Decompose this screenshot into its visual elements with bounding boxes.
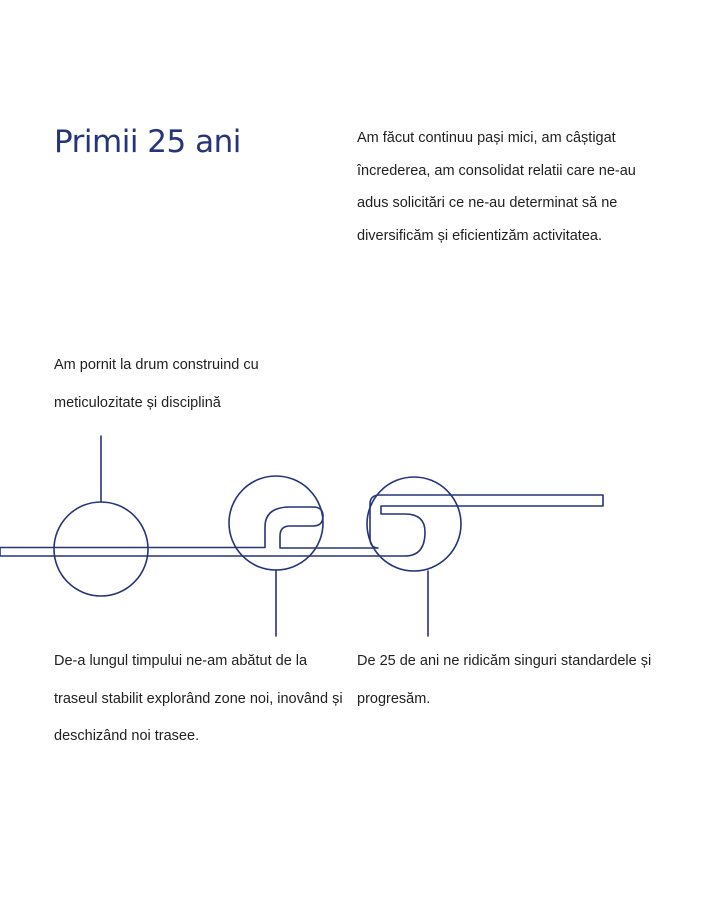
milestone-start-text: Am pornit la drum construind cu meticulozitate și disciplină <box>54 357 259 411</box>
timeline-25-graphic <box>0 430 704 640</box>
milestone-deviation-text: De-a lungul timpului ne-am abătut de la traseul stabilit explorând zone noi, inovând și deschizând noi trasee. <box>54 653 343 744</box>
milestone-standards-text: De 25 de ani ne ridicăm singuri standardele și progresăm. <box>357 653 652 707</box>
intro-paragraph: Am făcut continuu pași mici, am câștigat încrederea, am consolidat relatii care ne-au adus solicitări ce ne-au determinat să ne diversificăm și eficientizăm activitatea. <box>357 130 636 244</box>
milestone-circle-start <box>54 502 148 596</box>
page-title: Primii 25 ani <box>54 124 241 160</box>
milestone-circle-standards <box>367 477 461 571</box>
timeline-track <box>0 495 603 556</box>
